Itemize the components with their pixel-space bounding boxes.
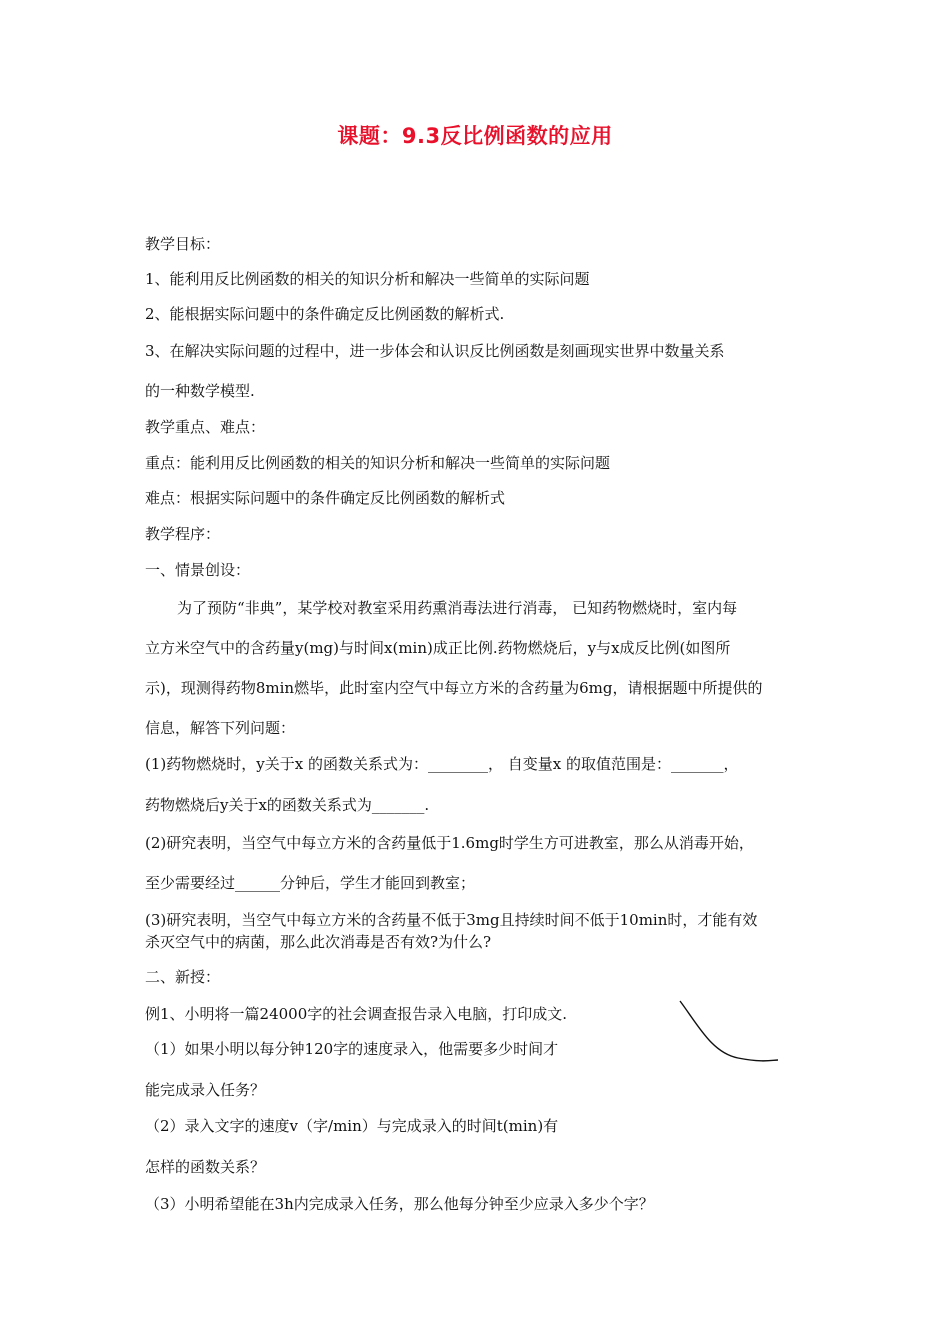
text-line: 立方米空气中的含药量y(mg)与时间x(min)成正比例.药物燃烧后，y与x成反比例(如图所: [145, 639, 731, 657]
text-line: (3)研究表明，当空气中每立方米的含药量不低于3mg且持续时间不低于10min时，才能有效: [145, 911, 758, 929]
text-line: 示)，现测得药物8min燃毕，此时室内空气中每立方米的含药量为6mg，请根据题中所提供的: [145, 679, 763, 697]
text-line: 怎样的函数关系？: [145, 1158, 266, 1176]
text-line: 为了预防“非典”，某学校对教室采用药熏消毒法进行消毒， 已知药物燃烧时，室内每: [177, 599, 738, 617]
text-line: (1)药物燃烧时，y关于x 的函数关系式为：________， 自变量x 的取值范围是：_______，: [145, 755, 739, 773]
text-line: （1）如果小明以每分钟120字的速度录入，他需要多少时间才: [145, 1040, 559, 1058]
text-line: 难点：根据实际问题中的条件确定反比例函数的解析式: [145, 489, 506, 507]
text-line: 教学程序：: [145, 525, 221, 543]
text-line: 药物燃烧后y关于x的函数关系式为_______.: [145, 796, 430, 814]
text-line: （3）小明希望能在3h内完成录入任务，那么他每分钟至少应录入多少个字？: [145, 1195, 654, 1213]
text-line: 的一种数学模型.: [145, 382, 255, 400]
text-line: 教学重点、难点：: [145, 418, 266, 436]
text-line: （2）录入文字的速度v（字/min）与完成录入的时间t(min)有: [145, 1117, 559, 1135]
text-line: 重点：能利用反比例函数的相关的知识分析和解决一些简单的实际问题: [145, 454, 611, 472]
text-line: 杀灭空气中的病菌，那么此次消毒是否有效?为什么?: [145, 933, 492, 951]
text-line: 二、新授：: [145, 968, 221, 986]
text-line: 至少需要经过______分钟后，学生才能回到教室；: [145, 874, 476, 892]
text-line: 3、在解决实际问题的过程中，进一步体会和认识反比例函数是刻画现实世界中数量关系: [145, 342, 725, 360]
text-line: 例1、小明将一篇24000字的社会调查报告录入电脑，打印成文.: [145, 1005, 568, 1023]
text-line: 教学目标：: [145, 235, 221, 253]
hyperbola-curve-figure: [676, 995, 782, 1067]
text-line: 一、情景创设：: [145, 561, 251, 579]
text-line: 1、能利用反比例函数的相关的知识分析和解决一些简单的实际问题: [145, 270, 590, 288]
text-line: 信息，解答下列问题：: [145, 719, 296, 737]
page-title: 课题：9.3反比例函数的应用: [337, 124, 613, 148]
text-line: 能完成录入任务？: [145, 1081, 266, 1099]
text-line: 2、能根据实际问题中的条件确定反比例函数的解析式.: [145, 305, 505, 323]
text-line: (2)研究表明，当空气中每立方米的含药量低于1.6mg时学生方可进教室，那么从消毒开始，: [145, 834, 754, 852]
